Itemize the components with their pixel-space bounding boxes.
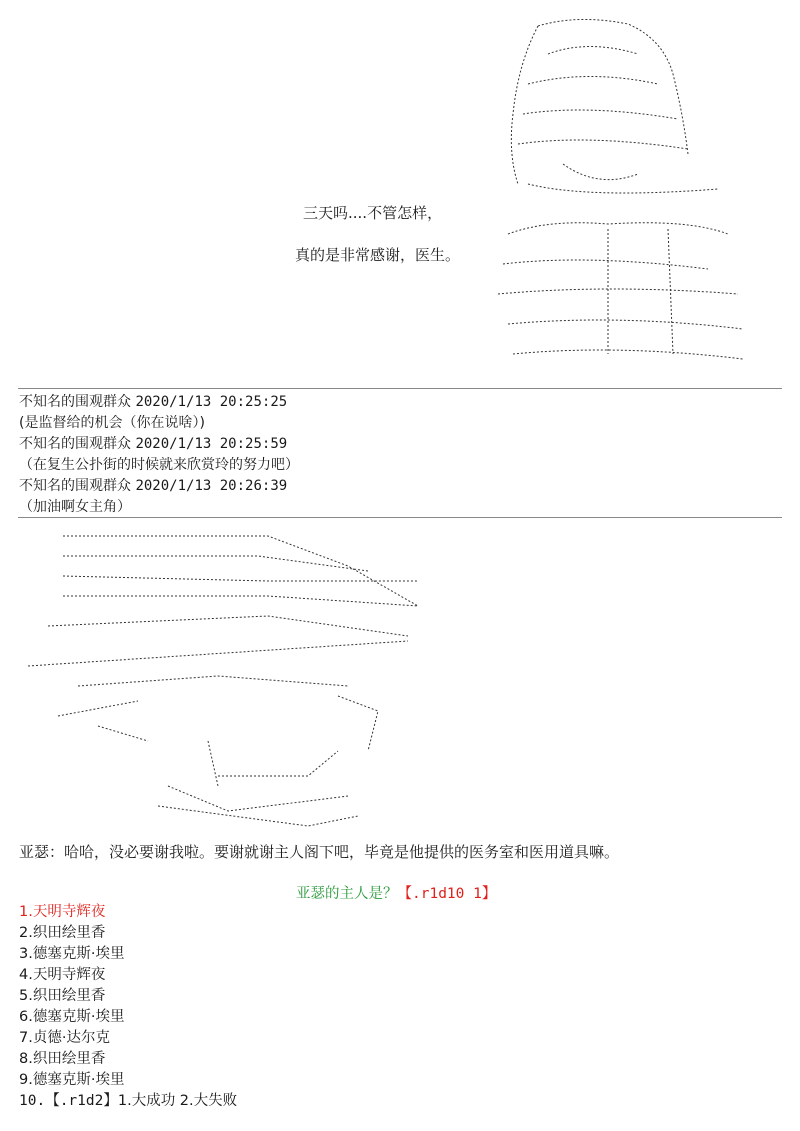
comment-user: 不知名的围观群众 (19, 394, 131, 410)
comment-header (19, 434, 299, 455)
arthur-ascii-art (18, 526, 418, 838)
comment-timestamp: 2020/1/13 20:25:25 (135, 394, 288, 410)
comment-header (19, 476, 299, 497)
comment-text: (是监督给的机会（你在说啥）) (19, 415, 205, 431)
hair-strand (548, 47, 638, 55)
chin-line (218, 751, 338, 776)
hair-outline (511, 26, 538, 184)
arthur-dialog: 亚瑟：哈哈，没必要谢我啦。要谢就谢主人阁下吧，毕竟是他提供的医务室和医用道具嘛。 (19, 843, 620, 861)
dialog-line-1: 三天吗....不管怎样， (303, 204, 443, 222)
roll-option: 9.德塞克斯·埃里 (19, 1072, 125, 1088)
comment-timestamp: 2020/1/13 20:25:59 (135, 436, 288, 452)
comment-timestamp: 2020/1/13 20:26:39 (135, 478, 288, 494)
roll-option: 8.织田绘里香 (19, 1051, 106, 1067)
separator-bottom (18, 517, 782, 518)
dialog-line-2: 真的是非常感谢，医生。 (295, 246, 461, 264)
roll-option: 4.天明寺辉夜 (19, 967, 106, 983)
comment-list (19, 392, 299, 518)
roll-tag: 【.r1d10 1】 (397, 886, 497, 902)
comment-header (19, 392, 299, 413)
skirt-line (508, 320, 743, 329)
roll-option: 6.德塞克斯·埃里 (19, 1009, 125, 1025)
roll-question-text: 亚瑟的主人是？ (296, 886, 398, 902)
roll-option: 2.织田绘里香 (19, 925, 106, 941)
shoulder-line (528, 184, 718, 193)
hair-spike (63, 556, 368, 571)
fold-line (668, 229, 673, 354)
cheek-line (98, 726, 148, 741)
roll-option: 5.织田绘里香 (19, 988, 106, 1004)
skirt-line (513, 350, 743, 359)
eye-line (78, 676, 348, 686)
face-outline (563, 164, 638, 180)
separator-top (18, 388, 782, 389)
hair-strand (518, 140, 688, 149)
hair-spike (63, 576, 418, 581)
doctor-ascii-art (488, 14, 758, 366)
roll-question (296, 882, 496, 903)
neck-line (158, 806, 358, 826)
roll-option: 3.德塞克斯·埃里 (19, 946, 125, 962)
hair-spike (48, 616, 408, 636)
hair-spike (28, 641, 408, 666)
fringe-line (58, 701, 138, 716)
cheek-line (338, 696, 378, 751)
hair-outline (538, 19, 688, 154)
roll-option: 1.天明寺辉夜 (19, 904, 106, 920)
hair-strand (523, 110, 678, 119)
comment-text: （在复生公扑街的时候就来欣赏玲的努力吧） (19, 457, 299, 473)
jaw-line (168, 786, 348, 811)
hair-spike (63, 596, 418, 606)
nose-line (208, 741, 218, 786)
roll-option-number: 10. (19, 1093, 46, 1109)
comment-user: 不知名的围观群众 (19, 436, 131, 452)
roll-option-last (19, 1091, 237, 1112)
roll-options (19, 902, 237, 1112)
roll-option: 7.贞德·达尔克 (19, 1030, 110, 1046)
arm-line (508, 223, 728, 234)
roll-option-rest: 1.大成功 2.大失败 (117, 1093, 238, 1109)
comment-user: 不知名的围观群众 (19, 478, 131, 494)
hair-strand (528, 77, 658, 85)
lap-line (498, 289, 738, 294)
lap-line (503, 260, 708, 269)
comment-text: （加油啊女主角） (19, 499, 131, 515)
roll-sub-tag: 【.r1d2】 (45, 1093, 118, 1109)
